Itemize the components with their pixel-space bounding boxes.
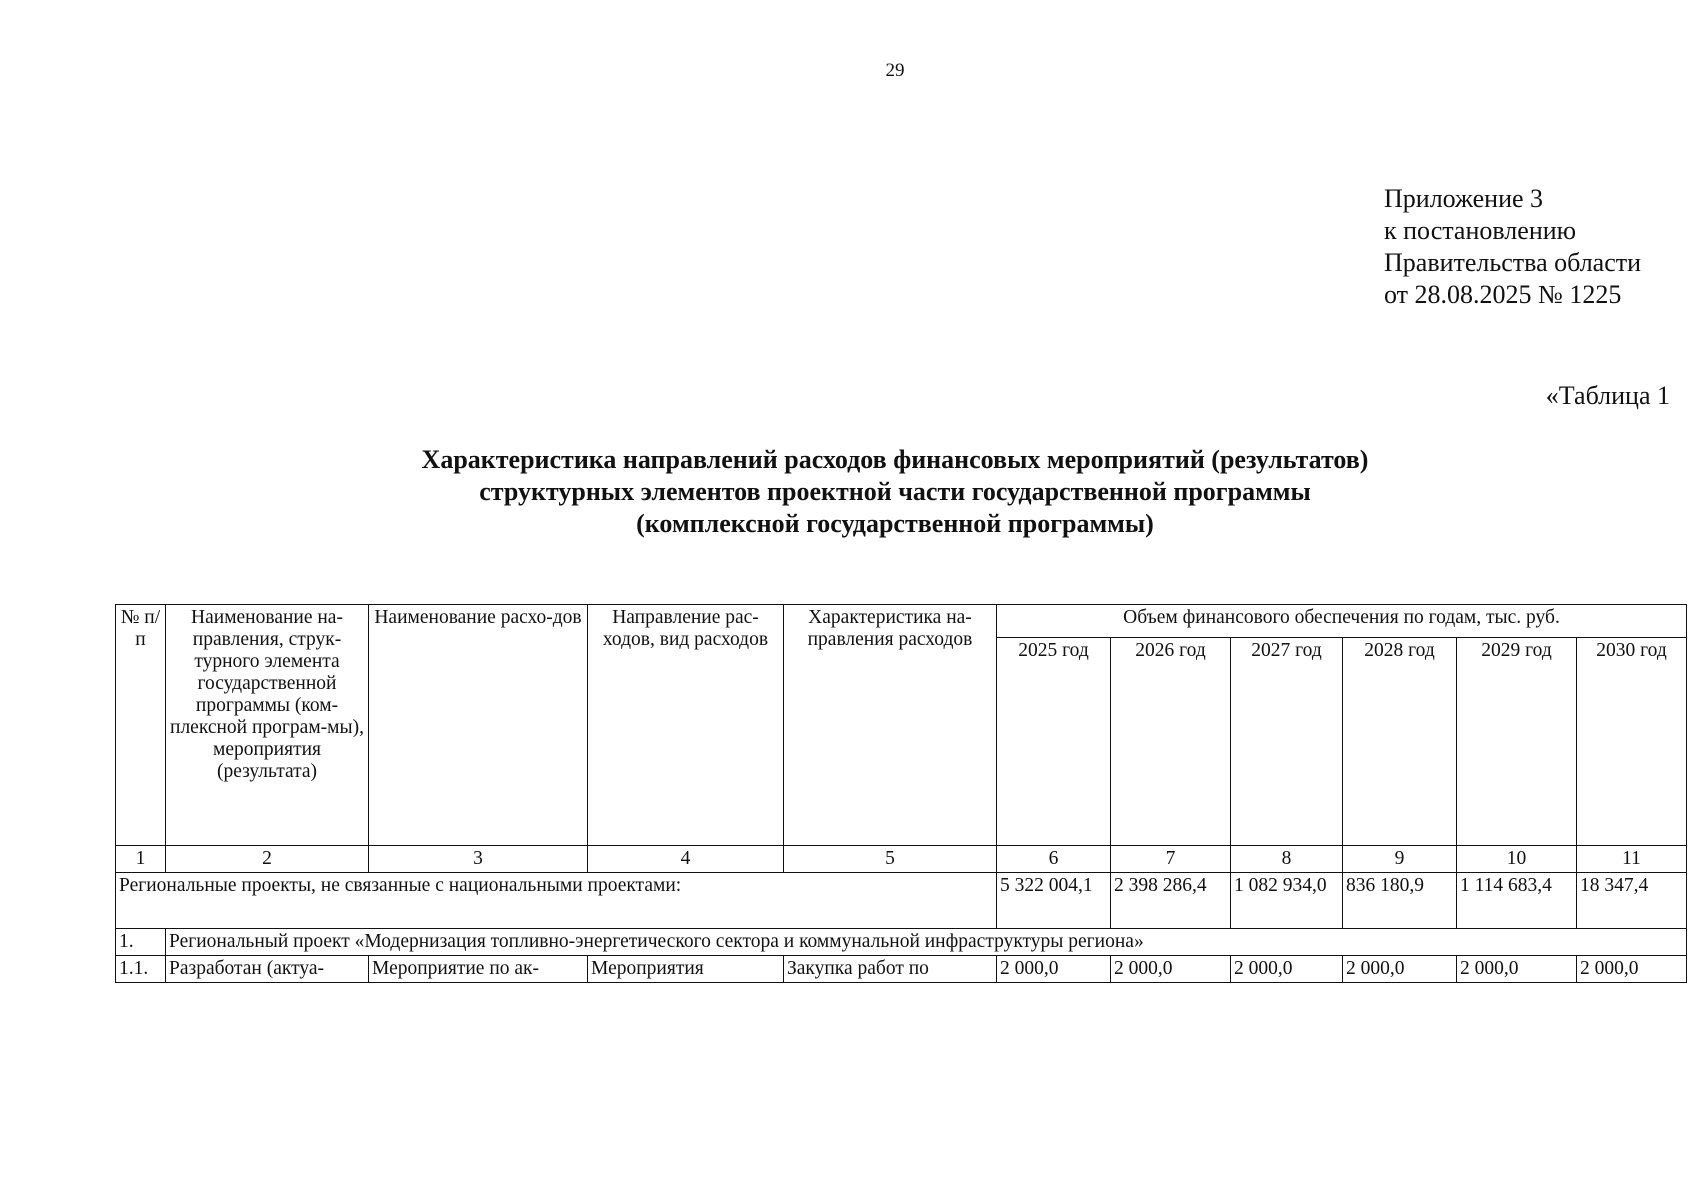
item-direction: Мероприятия: [588, 956, 784, 983]
item-character: Закупка работ по: [784, 956, 997, 983]
section-num: 1.: [116, 929, 166, 956]
summary-value: 836 180,9: [1343, 873, 1457, 929]
column-number: 1: [116, 846, 166, 873]
column-number: 5: [784, 846, 997, 873]
item-value: 2 000,0: [1111, 956, 1231, 983]
header-year: 2030 год: [1577, 638, 1687, 846]
table-label: «Таблица 1: [1545, 381, 1670, 410]
header-year: 2026 год: [1111, 638, 1231, 846]
column-number: 4: [588, 846, 784, 873]
item-value: 2 000,0: [1343, 956, 1457, 983]
header-row: [116, 605, 1687, 638]
document-title: [0, 444, 1702, 540]
header-volume: Объем финансового обеспечения по годам, тыс. руб.: [997, 605, 1687, 638]
item-num: 1.1.: [116, 956, 166, 983]
column-number: 9: [1343, 846, 1457, 873]
summary-value: 18 347,4: [1577, 873, 1687, 929]
header-name: Наименование на-правления, струк-турного элемента государственной программы (ком-плексной програм-мы), мероприятия (результата): [166, 605, 369, 846]
header-year: 2028 год: [1343, 638, 1457, 846]
item-row: [116, 956, 1687, 983]
appendix-line: к постановлению: [1384, 216, 1577, 245]
appendix-line: от 28.08.2025 № 1225: [1384, 280, 1622, 309]
appendix-line: Приложение 3: [1384, 184, 1544, 213]
item-expense: Мероприятие по ак-: [369, 956, 588, 983]
title-line: Характеристика направлений расходов финансовых мероприятий (результатов): [421, 445, 1369, 474]
header-character: Характеристика на-правления расходов: [784, 605, 997, 846]
column-number: 7: [1111, 846, 1231, 873]
item-name: Разработан (актуа-: [166, 956, 369, 983]
page-number: 29: [885, 60, 905, 81]
summary-value: 2 398 286,4: [1111, 873, 1231, 929]
column-number: 11: [1577, 846, 1687, 873]
item-value: 2 000,0: [1577, 956, 1687, 983]
summary-value: 1 082 934,0: [1231, 873, 1343, 929]
header-year: 2027 год: [1231, 638, 1343, 846]
header-expense: Наименование расхо-дов: [369, 605, 588, 846]
header-num: № п/п: [116, 605, 166, 846]
item-value: 2 000,0: [1457, 956, 1577, 983]
summary-row: [116, 873, 1687, 929]
column-number: 10: [1457, 846, 1577, 873]
header-year: 2025 год: [997, 638, 1111, 846]
section-label: Региональный проект «Модернизация топливно-энергетического сектора и коммунальной инфраструктуры региона»: [166, 929, 1687, 956]
column-number-row: [116, 846, 1687, 873]
column-number: 8: [1231, 846, 1343, 873]
financing-table: [115, 604, 1687, 983]
appendix-line: Правительства области: [1384, 248, 1642, 277]
header-year: 2029 год: [1457, 638, 1577, 846]
column-number: 3: [369, 846, 588, 873]
item-value: 2 000,0: [997, 956, 1111, 983]
summary-label: Региональные проекты, не связанные с национальными проектами:: [116, 873, 997, 929]
summary-value: 1 114 683,4: [1457, 873, 1577, 929]
header-direction: Направление рас-ходов, вид расходов: [588, 605, 784, 846]
section-row: [116, 929, 1687, 956]
summary-value: 5 322 004,1: [997, 873, 1111, 929]
appendix-block: [1384, 183, 1641, 311]
column-number: 2: [166, 846, 369, 873]
title-line: (комплексной государственной программы): [636, 509, 1154, 538]
column-number: 6: [997, 846, 1111, 873]
title-line: структурных элементов проектной части государственной программы: [479, 477, 1311, 506]
item-value: 2 000,0: [1231, 956, 1343, 983]
